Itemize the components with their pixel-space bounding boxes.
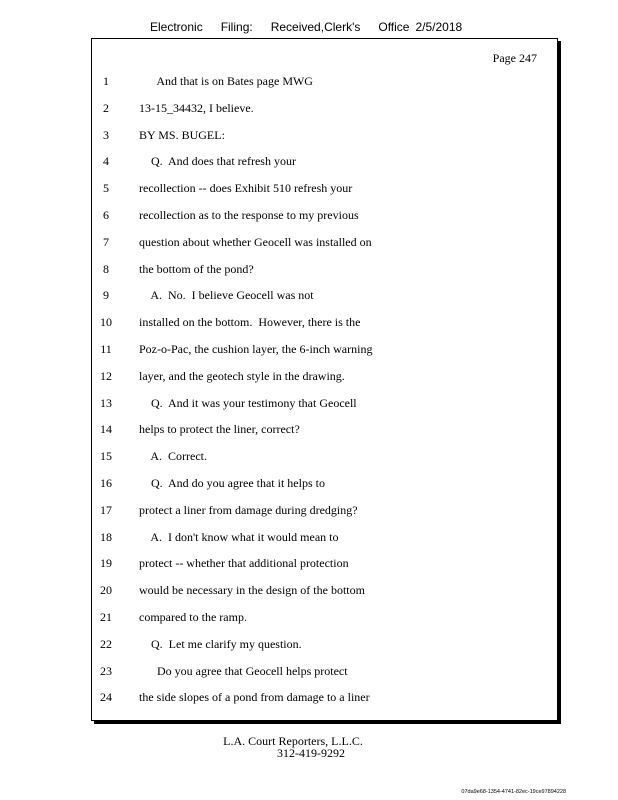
- transcript-line: [92, 634, 557, 654]
- stamp-received: Received,Clerk's: [270, 20, 361, 34]
- transcript-line: [92, 125, 557, 145]
- line-text: would be necessary in the design of the bottom: [139, 583, 365, 598]
- line-text: recollection as to the response to my previous: [139, 208, 359, 222]
- line-text: Do you agree that Geocell helps protect: [139, 663, 348, 678]
- transcript-line: [92, 580, 557, 600]
- line-text: BY MS. BUGEL:: [139, 127, 225, 142]
- line-number: 13: [100, 395, 112, 410]
- line-number: 12: [100, 368, 112, 383]
- line-text: Q. And do you agree that it helps to: [139, 476, 325, 490]
- transcript-line: [92, 259, 557, 279]
- stamp-electronic: Electronic: [150, 20, 203, 34]
- transcript-line: [92, 71, 557, 91]
- transcript-line: [92, 607, 557, 627]
- transcript-line: [92, 500, 557, 520]
- transcript-line: [92, 151, 557, 171]
- document-hash: 07da9e68-1354-4741-82ec-19ce97894228: [461, 789, 566, 795]
- line-text: Poz-o-Pac, the cushion layer, the 6-inch warning: [139, 342, 373, 356]
- line-number: 6: [103, 208, 109, 222]
- line-number: 14: [100, 422, 112, 437]
- transcript-line: [92, 446, 557, 466]
- line-number: 17: [100, 502, 112, 517]
- footer-phone: 312-419-9292: [277, 746, 345, 760]
- line-text: helps to protect the liner, correct?: [139, 422, 300, 437]
- line-number: 23: [100, 663, 112, 678]
- line-number: 15: [100, 449, 112, 464]
- transcript-line: [92, 285, 557, 305]
- line-text: the side slopes of a pond from damage to a liner: [139, 690, 370, 705]
- line-number: 19: [100, 556, 112, 571]
- line-number: 7: [103, 234, 109, 249]
- line-number: 24: [100, 690, 112, 705]
- transcript-line: [92, 661, 557, 681]
- line-text: A. I don't know what it would mean to: [139, 529, 339, 544]
- transcript-page: [91, 38, 558, 721]
- line-number: 16: [100, 476, 112, 490]
- line-text: Q. Let me clarify my question.: [139, 636, 302, 651]
- line-number: 20: [100, 583, 112, 598]
- line-number: 1: [103, 74, 109, 88]
- line-number: 11: [100, 342, 112, 356]
- line-number: 4: [103, 154, 109, 169]
- line-text: question about whether Geocell was installed on: [139, 234, 372, 249]
- line-text: A. No. I believe Geocell was not: [139, 288, 314, 303]
- footer-company: L.A. Court Reporters, L.L.C.: [223, 734, 363, 748]
- filing-stamp: [150, 20, 480, 34]
- transcript-line: [92, 419, 557, 439]
- line-text: 13-15_34432, I believe.: [139, 100, 254, 115]
- line-text: protect -- whether that additional protection: [139, 556, 349, 571]
- transcript-line: [92, 527, 557, 547]
- line-number: 18: [100, 529, 112, 544]
- transcript-line: [92, 687, 557, 707]
- line-number: 22: [100, 636, 112, 651]
- line-text: A. Correct.: [139, 449, 207, 464]
- line-text: installed on the bottom. However, there is the: [139, 315, 361, 330]
- line-text: layer, and the geotech style in the drawing.: [139, 368, 345, 383]
- line-text: Q. And it was your testimony that Geocell: [139, 395, 357, 410]
- stamp-date: 2/5/2018: [415, 20, 463, 34]
- transcript-line: [92, 553, 557, 573]
- line-number: 5: [103, 181, 109, 196]
- transcript-line: [92, 232, 557, 252]
- transcript-line: [92, 178, 557, 198]
- line-text: And that is on Bates page MWG: [139, 74, 313, 88]
- line-text: recollection -- does Exhibit 510 refresh your: [139, 181, 353, 196]
- transcript-line: [92, 393, 557, 413]
- transcript-line: [92, 473, 557, 493]
- line-number: 21: [100, 610, 112, 624]
- line-number: 2: [103, 100, 109, 115]
- page-number: Page 247: [492, 51, 537, 65]
- transcript-line: [92, 366, 557, 386]
- line-number: 3: [103, 127, 109, 142]
- stamp-filing: Filing:: [220, 20, 253, 34]
- transcript-line: [92, 98, 557, 118]
- line-text: compared to the ramp.: [139, 610, 247, 624]
- line-number: 10: [100, 315, 112, 330]
- line-text: Q. And does that refresh your: [139, 154, 296, 169]
- line-text: the bottom of the pond?: [139, 261, 254, 276]
- line-number: 9: [103, 288, 109, 303]
- stamp-office: Office: [378, 20, 410, 34]
- line-text: protect a liner from damage during dredging?: [139, 502, 358, 517]
- line-number: 8: [103, 261, 109, 276]
- transcript-line: [92, 205, 557, 225]
- transcript-line: [92, 312, 557, 332]
- transcript-line: [92, 339, 557, 359]
